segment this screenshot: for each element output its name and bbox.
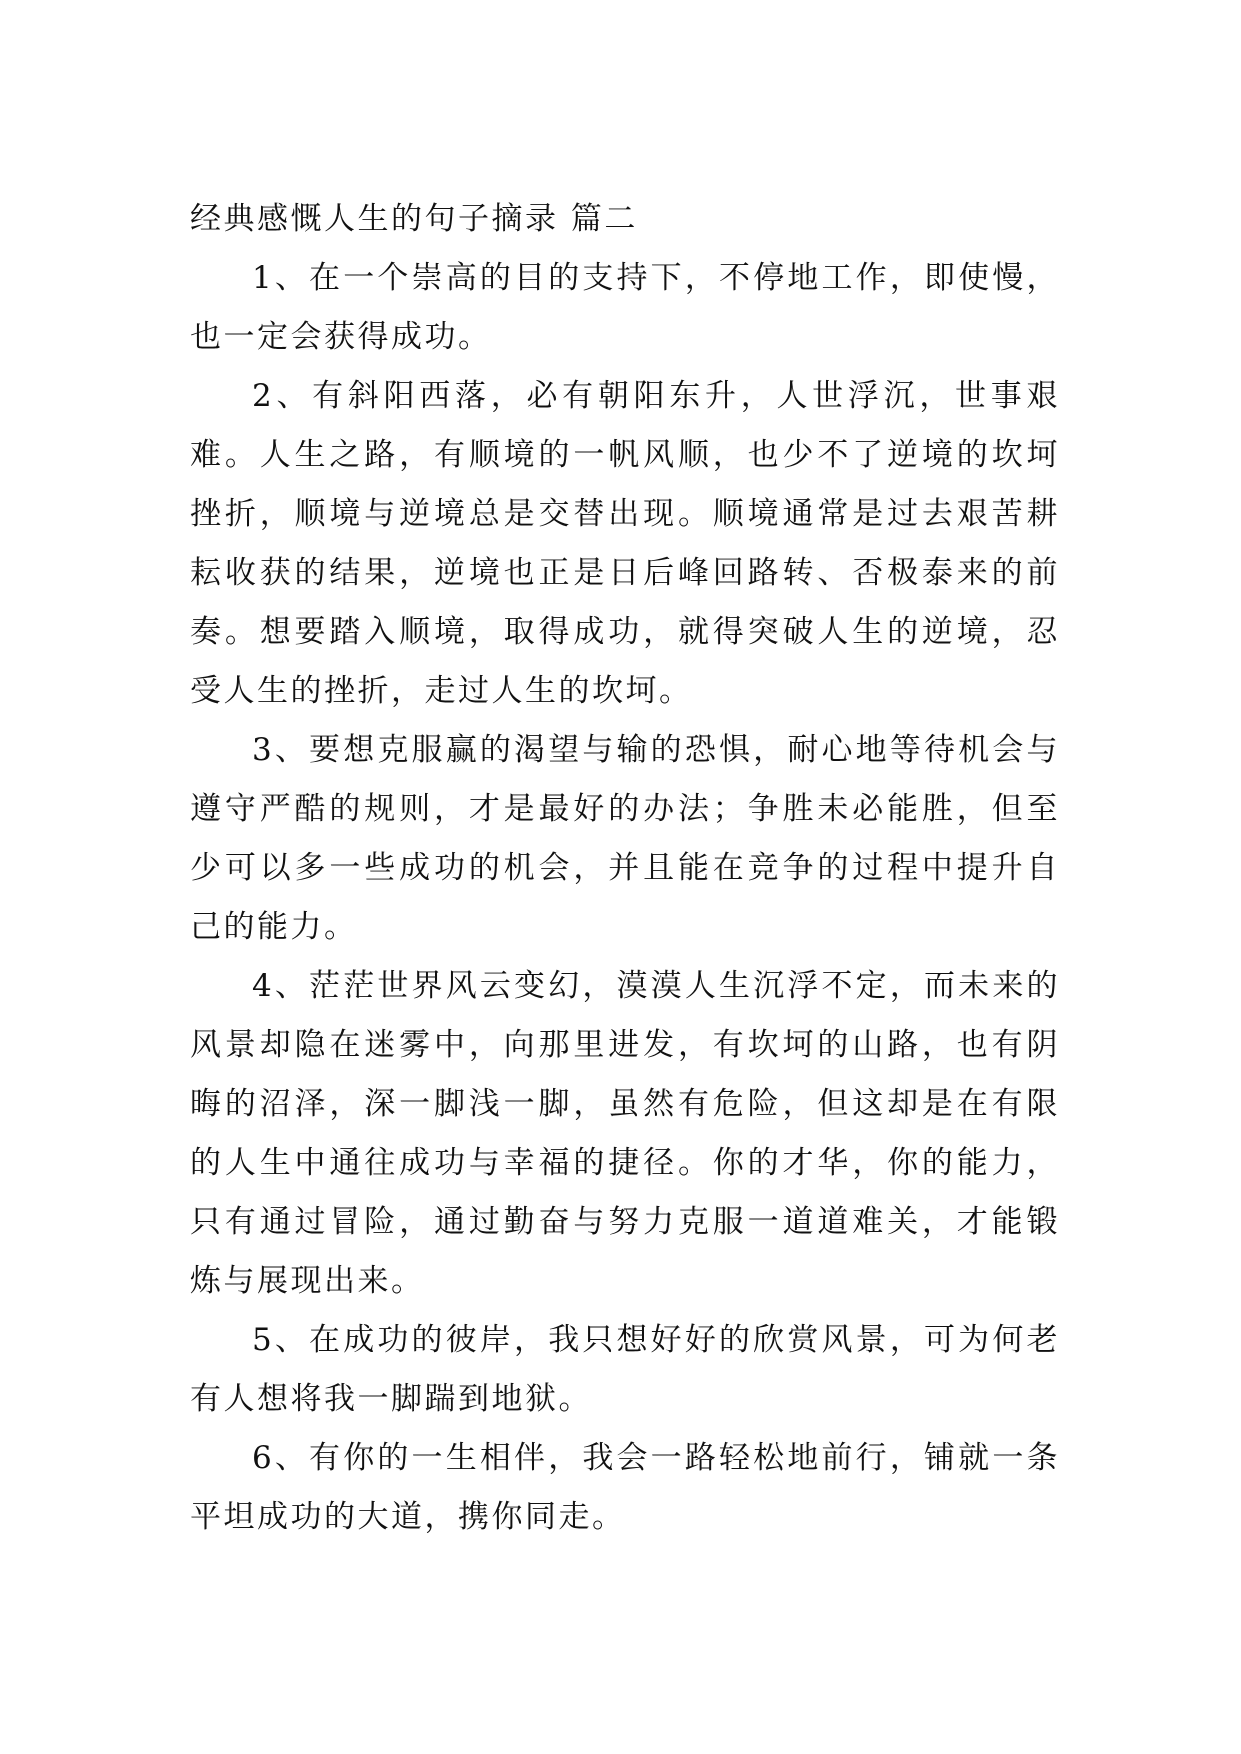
- paragraph-5: 5、在成功的彼岸，我只想好好的欣赏风景，可为何老有人想将我一脚踹到地狱。: [190, 1322, 1060, 1417]
- paragraph-1: 1、在一个崇高的目的支持下，不停地工作，即使慢，也一定会获得成功。: [190, 260, 1060, 355]
- document-title: 经典感慨人生的句子摘录 篇二: [190, 201, 638, 237]
- paragraph-4: 4、茫茫世界风云变幻，漠漠人生沉浮不定，而未来的风景却隐在迷雾中，向那里进发，有坎坷的山路，也有阴晦的沼泽，深一脚浅一脚，虽然有危险，但这却是在有限的人生中通往成功与幸福的捷径。你的才华，你的能力，只有通过冒险，通过勤奋与努力克服一道道难关，才能锻炼与展现出来。: [190, 968, 1060, 1299]
- paragraph-2: 2、有斜阳西落，必有朝阳东升，人世浮沉，世事艰难。人生之路，有顺境的一帆风顺，也少不了逆境的坎坷挫折，顺境与逆境总是交替出现。顺境通常是过去艰苦耕耘收获的结果，逆境也正是日后峰回路转、否极泰来的前奏。想要踏入顺境，取得成功，就得突破人生的逆境，忍受人生的挫折，走过人生的坎坷。: [190, 378, 1060, 709]
- paragraph-3: 3、要想克服赢的渴望与输的恐惧，耐心地等待机会与遵守严酷的规则，才是最好的办法；争胜未必能胜，但至少可以多一些成功的机会，并且能在竞争的过程中提升自己的能力。: [190, 732, 1060, 945]
- paragraph-6: 6、有你的一生相伴，我会一路轻松地前行，铺就一条平坦成功的大道，携你同走。: [190, 1440, 1060, 1535]
- document-page: [190, 190, 1060, 1547]
